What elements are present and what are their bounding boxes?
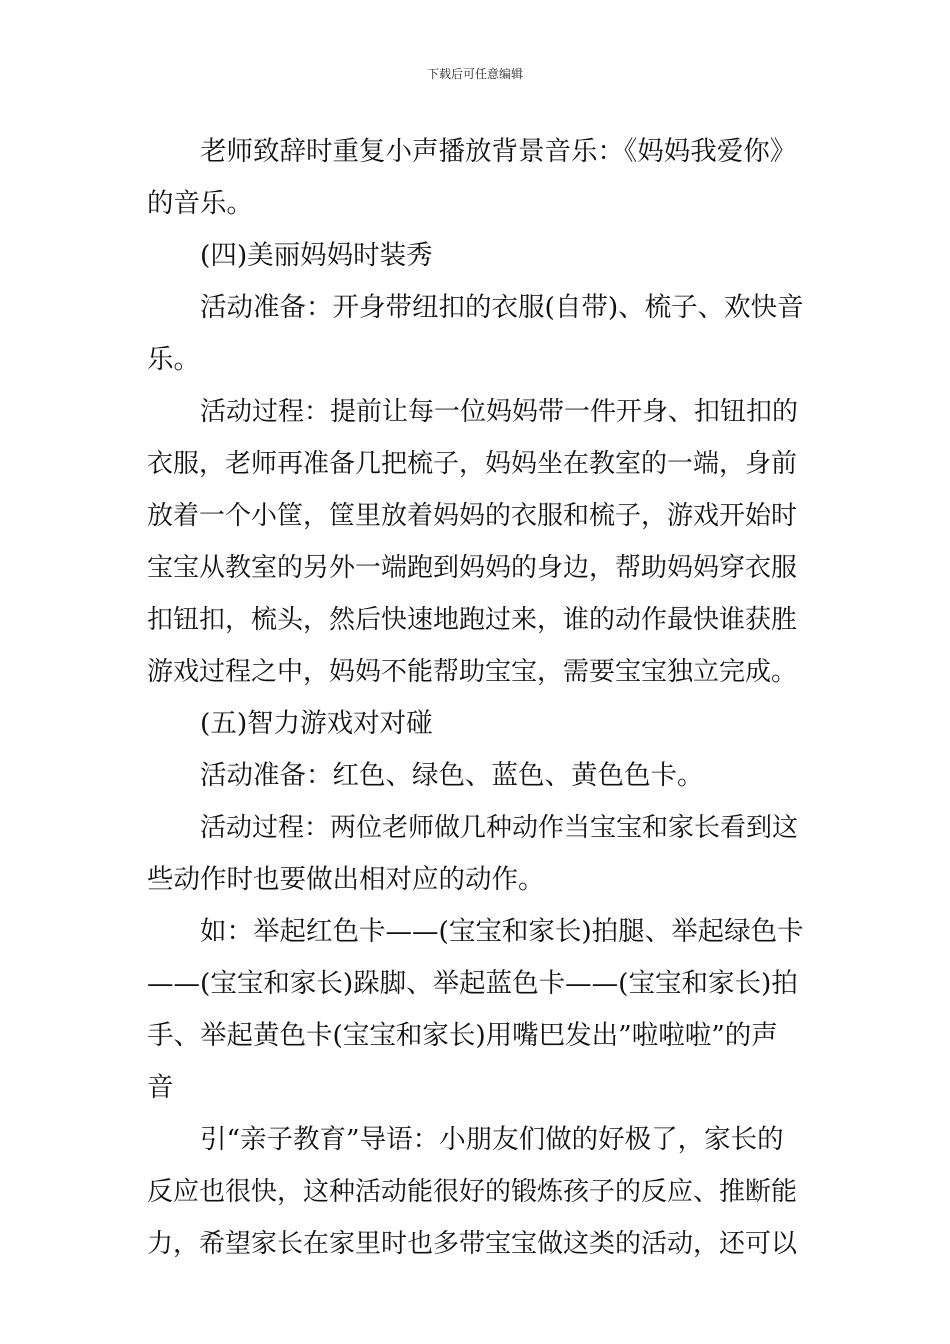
text-line: 活动过程：两位老师做几种动作当宝宝和家长看到这 (200, 813, 799, 843)
text-line: 活动准备：红色、绿色、蓝色、黄色色卡。 (200, 760, 704, 791)
text-line: 宝宝从教室的另外一端跑到妈妈的身边，帮助妈妈穿衣服 (147, 553, 798, 583)
text-line: 活动准备：开身带纽扣的衣服(自带)、梳子、欢快音 (200, 292, 804, 323)
text-line: ——(宝宝和家长)跺脚、举起蓝色卡——(宝宝和家长)拍 (147, 968, 798, 999)
text-line: 反应也很快，这种活动能很好的锻炼孩子的反应、推断能 (147, 1177, 798, 1207)
text-line: 些动作时也要做出相对应的动作。 (147, 864, 545, 895)
section-heading: (四)美丽妈妈时装秀 (200, 240, 433, 271)
text-line: 衣服，老师再准备几把梳子，妈妈坐在教室的一端，身前 (147, 449, 798, 479)
document-body (147, 126, 809, 1270)
text-line: 如：举起红色卡——(宝宝和家长)拍腿、举起绿色卡 (200, 916, 804, 947)
text-line: 手、举起黄色卡(宝宝和家长)用嘴巴发出”啦啦啦”的声 (147, 1020, 778, 1051)
text-line: 老师致辞时重复小声播放背景音乐：《妈妈我爱你》 (200, 136, 797, 167)
page-header-note: 下载后可任意编辑 (426, 67, 523, 81)
text-line: 乐。 (147, 344, 200, 375)
text-line: 放着一个小筐，筐里放着妈妈的衣服和梳子，游戏开始时 (147, 501, 798, 531)
text-line: 引“亲子教育”导语：小朋友们做的好极了，家长的 (200, 1124, 784, 1155)
section-heading: (五)智力游戏对对碰 (200, 708, 433, 739)
text-line: 音 (147, 1072, 174, 1103)
text-line: 力，希望家长在家里时也多带宝宝做这类的活动，还可以 (147, 1229, 798, 1259)
text-line: 扣钮扣，梳头，然后快速地跑过来，谁的动作最快谁获胜 (147, 605, 798, 635)
text-line: 游戏过程之中，妈妈不能帮助宝宝，需要宝宝独立完成。 (147, 657, 798, 687)
text-line: 的音乐。 (147, 188, 253, 219)
text-line: 活动过程：提前让每一位妈妈带一件开身、扣钮扣的 (200, 397, 799, 427)
